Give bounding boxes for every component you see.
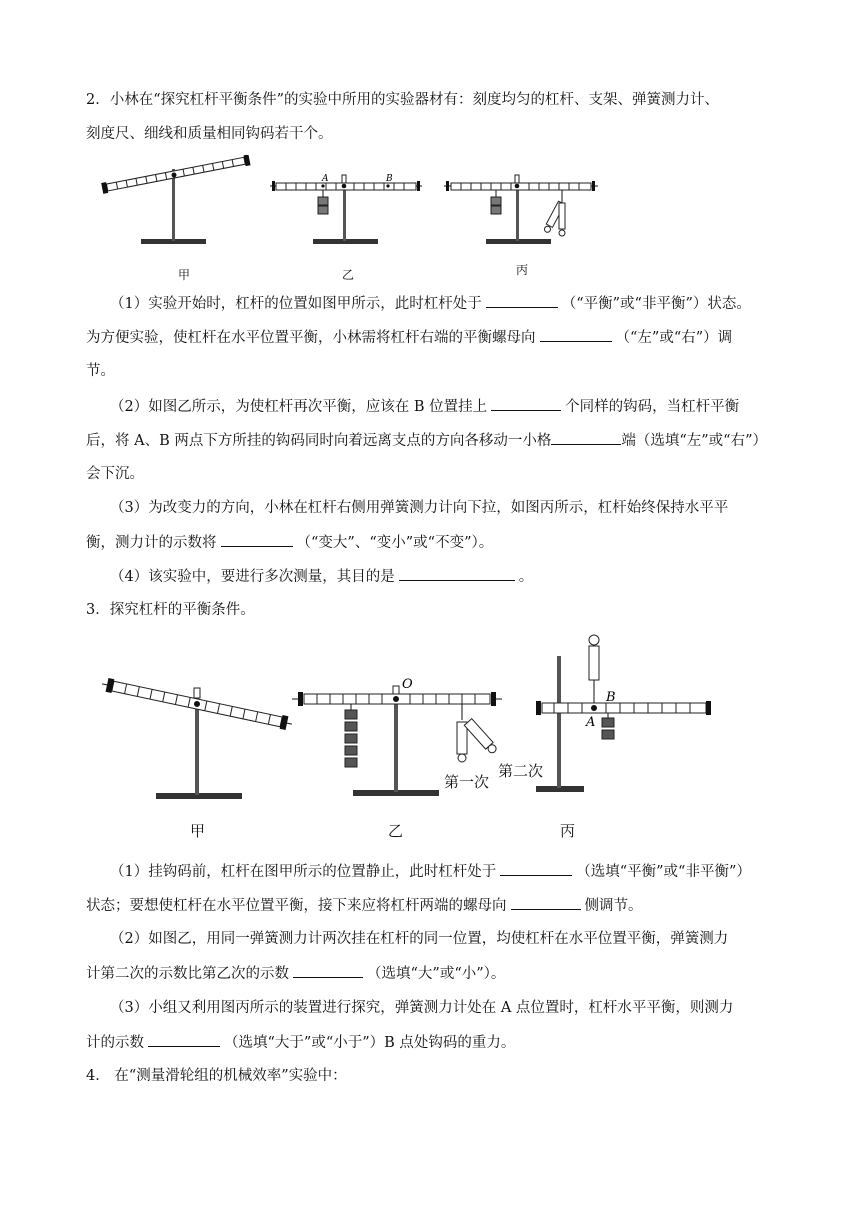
q2-fig-bing <box>444 175 598 244</box>
q4-intro: 4． 在“测量滑轮组的机械效率”实验中： <box>86 1068 347 1084</box>
q3-p1-text-d: 侧调节。 <box>584 898 643 914</box>
q2-p4-line1 <box>110 566 533 587</box>
q2-fig-yi <box>270 175 422 244</box>
q3-p2-line2 <box>86 963 505 984</box>
q3-p1-blank2[interactable] <box>511 895 581 910</box>
q3-figures <box>96 630 716 815</box>
q2-p1-line3: 节。 <box>86 363 115 379</box>
q2-p2-blank2[interactable] <box>551 430 621 445</box>
q3-fig-bing <box>536 635 711 792</box>
q2-p3-text-b: 衡，测力计的示数将 <box>86 535 217 551</box>
q3-point-b: B <box>606 690 616 705</box>
q3-point-o: O <box>402 677 413 692</box>
q3-p1-line1 <box>110 861 751 882</box>
q3-p2-blank[interactable] <box>293 963 363 978</box>
q2-p4-text-b: 。 <box>518 569 534 585</box>
q2-point-b: B <box>386 174 393 184</box>
q2-label-bing: 丙 <box>516 263 529 277</box>
q3-p3-text-b: 计的示数 <box>86 1035 144 1051</box>
q2-p2-text-d: 端（选填“左”或“右”） <box>621 433 767 449</box>
q3-label-bing: 丙 <box>560 822 576 840</box>
q2-p3-blank[interactable] <box>221 532 293 547</box>
q2-p3-text-c: （“变大”、“变小”或“不变”）。 <box>296 535 494 551</box>
q3-p2-line1: （2）如图乙，用同一弹簧测力计两次挂在杠杆的同一位置，均使杠杆在水平位置平衡，弹簧测力 <box>110 931 729 947</box>
q3-p3-text-c: （选填“大于”或“小于”）B 点处钩码的重力。 <box>224 1035 516 1051</box>
q2-label-jia: 甲 <box>178 268 191 282</box>
q2-p1-line1 <box>110 293 751 314</box>
q3-p3-line1: （3）小组又利用图丙所示的装置进行探究，弹簧测力计处在 A 点位置时，杠杆水平平衡，则测力 <box>110 1000 734 1016</box>
q2-figures <box>96 155 616 285</box>
q3-p1-text-c: 状态；要想使杠杆在水平位置平衡，接下来应将杠杆两端的螺母向 <box>86 898 507 914</box>
q2-p1-text-d: （“左”或“右”）调 <box>615 330 733 346</box>
q2-p3-line2 <box>86 532 493 553</box>
q3-label-first: 第一次 <box>444 773 490 791</box>
q2-p2-text-b: 个同样的钩码，当杠杆平衡 <box>565 399 740 415</box>
q2-p2-blank1[interactable] <box>491 396 561 411</box>
q2-p4-text-a: （4）该实验中，要进行多次测量，其目的是 <box>110 569 395 585</box>
q3-label-second: 第二次 <box>498 762 544 780</box>
q3-p1-text-a: （1）挂钩码前，杠杆在图甲所示的位置静止，此时杠杆处于 <box>110 864 497 880</box>
q2-fig-jia <box>101 155 250 244</box>
q2-p2-text-c: 后，将 A、B 两点下方所挂的钩码同时向着远离支点的方向各移动一小格 <box>86 433 552 449</box>
q2-p4-blank[interactable] <box>399 566 515 581</box>
q2-p3-line1: （3）为改变力的方向，小林在杠杆右侧用弹簧测力计向下拉，如图丙所示，杠杆始终保持水平平 <box>110 500 729 516</box>
q3-fig-jia <box>101 677 294 799</box>
q3-point-a: A <box>586 715 596 730</box>
q3-p3-line2 <box>86 1032 515 1053</box>
q2-p2-line1 <box>110 396 739 417</box>
q3-intro: 3．探究杠杆的平衡条件。 <box>86 602 255 618</box>
q2-intro-line1: 2．小林在“探究杠杆平衡条件”的实验中所用的实验器材有：刻度均匀的杠杆、支架、弹簧测力计、 <box>86 92 720 108</box>
q2-point-a: A <box>322 174 329 184</box>
q3-label-jia: 甲 <box>190 822 206 840</box>
q2-p1-text-c: 为方便实验，使杠杆在水平位置平衡，小林需将杠杆右端的平衡螺母向 <box>86 330 536 346</box>
q2-label-yi: 乙 <box>342 268 355 282</box>
q3-p2-text-b: 计第二次的示数比第乙次的示数 <box>86 966 289 982</box>
q3-p1-line2 <box>86 895 643 916</box>
q2-p1-blank2[interactable] <box>540 327 612 342</box>
q2-p2-line2 <box>86 430 767 451</box>
q2-p2-line3: 会下沉。 <box>86 466 144 482</box>
q3-p1-blank1[interactable] <box>500 861 572 876</box>
q3-label-yi: 乙 <box>388 822 404 840</box>
q3-p2-text-c: （选填“大”或“小”）。 <box>367 966 506 982</box>
q2-intro-line2: 刻度尺、细线和质量相同钩码若干个。 <box>86 126 333 142</box>
q2-p1-line2 <box>86 327 732 348</box>
q2-p2-text-a: （2）如图乙所示，为使杠杆再次平衡，应该在 B 位置挂上 <box>110 399 488 415</box>
q2-p1-text-b: （“平衡”或“非平衡”）状态。 <box>561 296 751 312</box>
q2-p1-text-a: （1）实验开始时，杠杆的位置如图甲所示，此时杠杆处于 <box>110 296 482 312</box>
q2-p1-blank1[interactable] <box>486 293 558 308</box>
q3-p3-blank[interactable] <box>148 1032 220 1047</box>
q3-p1-text-b: （选填“平衡”或“非平衡”） <box>576 864 751 880</box>
